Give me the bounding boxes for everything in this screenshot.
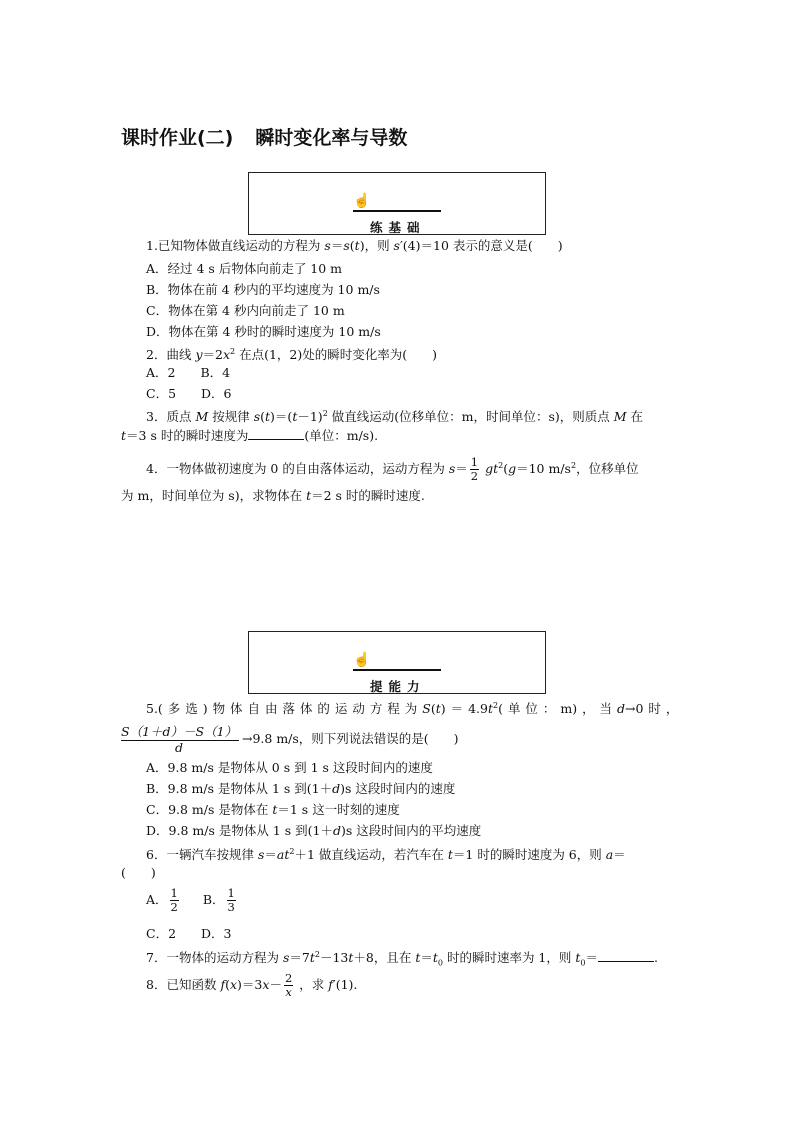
q6-line1: 6．一辆汽车按规律 $s=at^2+1$ 做直线运动，若汽车在 t＝1 时的瞬时速度为 6，则 a＝ xyxy=(146,847,626,863)
q5-option-a: A．9.8 m/s 是物体从 0 s 到 1 s 这段时间内的速度 xyxy=(146,760,433,775)
answer-blank xyxy=(598,949,654,962)
q5-line1: 5.( 多 选 ) 物 体 自 由 落 体 的 运 动 方 程 为 $S(t) = 4.9t^2$( 单 位 ： m) ， 当 d→0 时 ， xyxy=(146,701,679,717)
q2-options-ab: A．2 B．4 xyxy=(146,365,231,380)
q5-option-d: D．9.8 m/s 是物体从 1 s 到(1＋d)s 这段时间内的平均速度 xyxy=(146,823,482,838)
fraction-two-over-x: $\frac{2}{x}$ xyxy=(284,971,293,999)
q5-option-b: B．9.8 m/s 是物体从 1 s 到(1＋d)s 这段时间内的速度 xyxy=(146,781,456,796)
fraction-one-third: $\frac{1}{3}$ xyxy=(227,886,235,914)
fraction-one-half: $\frac{1}{2}$ xyxy=(470,455,479,484)
q8-line: 8．已知函数 f(x)＝3x－ $\frac{2}{x}$ ，求 f′(1). xyxy=(146,971,358,999)
section-label-basic: 练基础 xyxy=(370,220,426,235)
q5-fraction-denominator: d xyxy=(175,740,184,755)
section-label-advanced: 提能力 xyxy=(370,679,426,694)
q3-line2: t＝3 s 时的瞬时速度为 (单位：m/s). xyxy=(121,428,379,443)
q1-option-a: A．经过 4 s 后物体向前走了 10 m xyxy=(146,261,343,276)
answer-blank xyxy=(248,427,304,440)
section-divider-line xyxy=(353,669,441,671)
section-box-advanced xyxy=(248,631,546,694)
section-box-basic xyxy=(248,172,546,235)
page-title xyxy=(121,123,407,150)
hand-pen-icon: ☝ xyxy=(353,193,371,209)
q5-option-c: C．9.8 m/s 是物体在 t＝1 s 这一时刻的速度 xyxy=(146,802,400,817)
q4-line1: 4．一物体做初速度为 0 的自由落体运动，运动方程为 s＝ $\frac{1}{2}$ $gt^2(g=10$ $m/s^2$，位移单位 xyxy=(146,455,639,484)
q2-options-cd: C．5 D．6 xyxy=(146,386,232,401)
q1-option-c: C．物体在第 4 秒内向前走了 10 m xyxy=(146,303,345,318)
q4-line2: 为 m，时间单位为 s)，求物体在 t＝2 s 时的瞬时速度. xyxy=(121,488,425,503)
fraction-one-half: $\frac{1}{2}$ xyxy=(170,886,178,914)
q7-line: 7．一物体的运动方程为 $s=7t^2-13t+8$，且在 $t=t_0$ 时的瞬时速率为 1，则 $t_0=$ . xyxy=(146,950,658,968)
title-main: 课时作业(二) xyxy=(121,127,234,149)
q5-fraction-numerator: S（1＋d）－S（1） xyxy=(121,724,238,739)
q6-options-ab: A． $\frac{1}{2}$ B． $\frac{1}{3}$ xyxy=(146,886,235,914)
q2-stem: 2．曲线 $y=2x^2$ 在点(1，2)处的瞬时变化率为( ) xyxy=(146,347,437,363)
hand-pen-icon: ☝ xyxy=(353,652,371,668)
q1-stem: 1.已知物体做直线运动的方程为 s＝s(t)，则 s′(4)＝10 表示的意义是( ) xyxy=(146,238,563,253)
q6-options-cd: C．2 D．3 xyxy=(146,926,232,941)
q3-line1: 3．质点 M 按规律 $s(t)=(t-1)^2$ 做直线运动(位移单位：m，时间单位：s)，则质点 M 在 xyxy=(146,409,644,425)
section-divider-line xyxy=(353,210,441,212)
q1-option-b: B．物体在前 4 秒内的平均速度为 10 m/s xyxy=(146,282,380,297)
q6-line2: ( ) xyxy=(121,865,156,880)
q5-line2: →9.8 m/s，则下列说法错误的是( ) xyxy=(242,731,459,746)
q1-option-d: D．物体在第 4 秒时的瞬时速度为 10 m/s xyxy=(146,324,381,339)
title-sub: 瞬时变化率与导数 xyxy=(255,127,408,149)
